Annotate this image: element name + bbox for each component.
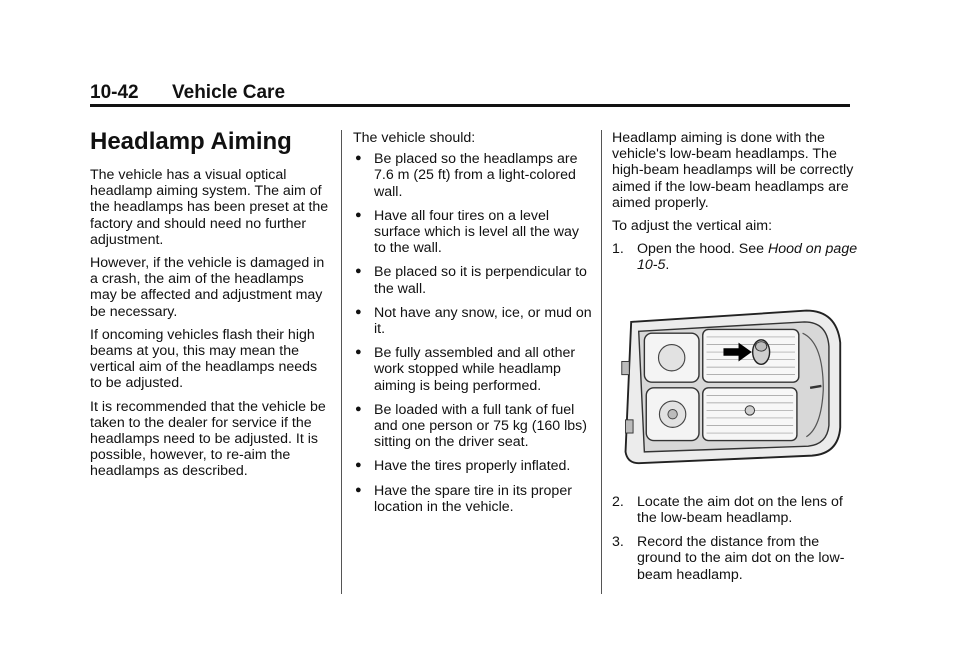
bullet-icon: ● [355,152,362,165]
step-number: 2. [612,493,624,510]
section-title: Vehicle Care [172,82,286,103]
step-item [612,241,862,273]
step-text: Open the hood. See [637,241,768,258]
paragraph: However, if the vehicle is damaged in a crash, the aim of the headlamps may be affected and adjustment may be necessary. [90,255,325,320]
step-number: 1. [612,241,624,258]
list-item [353,208,593,257]
bullet-icon: ● [355,265,362,278]
bullet-icon: ● [355,459,362,472]
page-heading: Headlamp Aiming [90,128,292,155]
step-item [612,534,862,583]
bullet-icon: ● [355,305,362,318]
list-item-text: Be fully assembled and all other work stopped while headlamp aiming is being performed. [374,345,576,394]
column-2 [353,130,593,523]
bullet-icon: ● [355,208,362,221]
list-item [353,458,593,474]
steps-list [612,241,862,273]
step-item [612,494,862,526]
list-item [353,264,593,296]
column-3 [612,130,862,591]
steps-list [612,494,862,583]
column-divider [601,130,602,594]
requirements-list [353,151,593,515]
paragraph: If oncoming vehicles flash their high beams at you, this may mean the vertical aim of the headlamps needs to be adjusted. [90,326,318,392]
page-header [90,82,850,104]
list-item-text: Be placed so the headlamps are 7.6 m (25 ft) from a light-colored wall. [374,151,578,200]
bullet-icon: ● [355,402,362,415]
step-text: Locate the aim dot on the lens of the low-beam headlamp. [637,493,843,527]
column-1 [90,128,330,487]
list-item [353,402,593,451]
page-reference-link[interactable]: Hood on page 10-5 [637,241,858,274]
paragraph: It is recommended that the vehicle be taken to the dealer for service if the headlamps need to be adjusted. It is possible, however, to re-aim the headlamps as described. [90,398,326,480]
list-item-text: Not have any snow, ice, or mud on it. [374,304,592,338]
step-text: Record the distance from the ground to the aim dot on the low-beam headlamp. [637,534,845,583]
list-item-text: Be placed so it is perpendicular to the wall. [374,264,587,297]
paragraph: Headlamp aiming is done with the vehicle's low-beam headlamps. The high-beam headlamps will be correctly aimed if the low-beam headlamps are aimed properly. [612,130,854,211]
page-number: 10-42 [90,82,139,103]
bullet-icon: ● [355,483,362,496]
list-item [353,345,593,394]
step-suffix: . [665,257,670,274]
step-number: 3. [612,534,624,551]
list-item-text: Be loaded with a full tank of fuel and one person or 75 kg (160 lbs) sitting on the driver seat. [374,401,587,451]
list-item-text: Have the spare tire in its proper location in the vehicle. [374,482,572,515]
header-rule [90,104,850,107]
list-item [353,151,593,200]
list-item-text: Have the tires properly inflated. [374,458,571,475]
list-item-text: Have all four tires on a level surface which is level all the way to the wall. [374,207,580,257]
bullet-icon: ● [355,346,362,359]
list-item [353,483,593,515]
headlamp-illustration [618,300,844,470]
paragraph: The vehicle has a visual optical headlamp aiming system. The aim of the headlamps has been preset at the factory and should need no further adjustment. [90,167,329,248]
list-intro: The vehicle should: [353,130,476,146]
paragraph: To adjust the vertical aim: [612,218,773,235]
list-item [353,305,593,337]
column-divider [341,130,342,594]
